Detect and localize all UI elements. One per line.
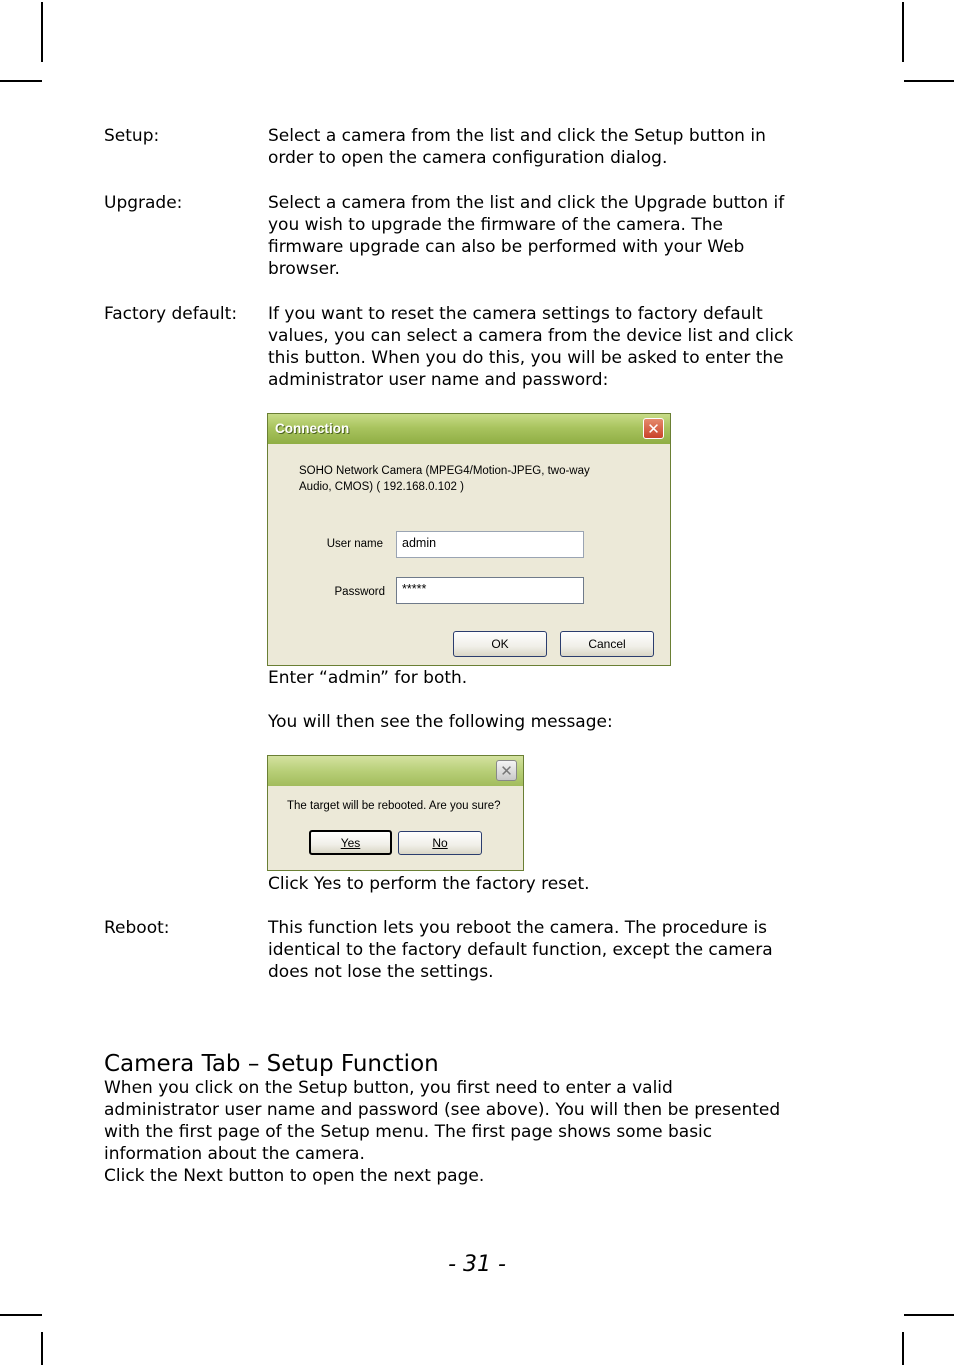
dialog-title: Connection: [275, 421, 350, 436]
camera-info-line: Audio, CMOS) ( 192.168.0.102 ): [299, 481, 464, 493]
factory-reset-hint: Click Yes to perform the factory reset.: [268, 874, 590, 894]
yes-button[interactable]: [309, 830, 392, 855]
term-upgrade: Upgrade:: [104, 193, 183, 213]
term-factory-default: Factory default:: [104, 304, 238, 324]
camera-info-text: [299, 463, 590, 495]
close-icon[interactable]: ✕: [496, 760, 517, 781]
desc-line: administrator user name and password:: [268, 370, 609, 390]
crop-mark: [902, 2, 904, 62]
cancel-button[interactable]: Cancel: [560, 631, 654, 657]
desc-reboot: [268, 917, 848, 983]
no-button[interactable]: [398, 831, 482, 855]
message-intro: You will then see the following message:: [268, 712, 613, 732]
term-reboot: Reboot:: [104, 918, 170, 938]
reboot-confirm-dialog: [267, 755, 524, 871]
desc-setup: [268, 125, 848, 169]
no-label: No: [432, 836, 448, 850]
ok-button[interactable]: OK: [453, 631, 547, 657]
desc-line: values, you can select a camera from the device list and click: [268, 326, 794, 346]
desc-line: order to open the camera configuration dialog.: [268, 148, 668, 168]
desc-line: browser.: [268, 259, 340, 279]
password-field[interactable]: *****: [396, 577, 584, 604]
yes-label: Yes: [340, 836, 361, 850]
desc-line: Select a camera from the list and click the Upgrade button if: [268, 193, 785, 213]
reboot-message: The target will be rebooted. Are you sure?: [287, 800, 501, 812]
section-line: administrator user name and password (see above). You will then be presented: [104, 1100, 781, 1120]
connection-dialog: [267, 413, 671, 666]
term-setup: Setup:: [104, 126, 160, 146]
crop-mark: [0, 80, 42, 82]
section-body: [104, 1077, 854, 1187]
crop-mark: [41, 1332, 43, 1365]
desc-line: you wish to upgrade the firmware of the camera. The: [268, 215, 723, 235]
section-line: When you click on the Setup button, you first need to enter a valid: [104, 1078, 673, 1098]
desc-line: firmware upgrade can also be performed with your Web: [268, 237, 745, 257]
page-number: - 31 -: [448, 1252, 506, 1277]
desc-line: Select a camera from the list and click the Setup button in: [268, 126, 766, 146]
dialog-body: [271, 786, 520, 867]
crop-mark: [41, 2, 43, 62]
close-icon[interactable]: ✕: [643, 418, 664, 439]
dialog-titlebar: [268, 414, 670, 444]
crop-mark: [904, 80, 954, 82]
section-line: with the first page of the Setup menu. The first page shows some basic: [104, 1122, 713, 1142]
section-line: Click the Next button to open the next page.: [104, 1166, 485, 1186]
username-label: User name: [326, 538, 383, 550]
desc-factory-default: [268, 303, 848, 391]
dialog-titlebar: [268, 756, 523, 786]
admin-hint: Enter “admin” for both.: [268, 668, 468, 688]
desc-line: identical to the factory default function, except the camera: [268, 940, 773, 960]
desc-upgrade: [268, 192, 848, 280]
password-label: Password: [334, 586, 385, 598]
crop-mark: [904, 1314, 954, 1316]
desc-line: does not lose the settings.: [268, 962, 494, 982]
desc-line: this button. When you do this, you will be asked to enter the: [268, 348, 784, 368]
dialog-body: [271, 444, 667, 662]
section-line: information about the camera.: [104, 1144, 365, 1164]
camera-info-line: SOHO Network Camera (MPEG4/Motion-JPEG, two-way: [299, 465, 590, 477]
crop-mark: [902, 1332, 904, 1365]
username-field[interactable]: admin: [396, 531, 584, 558]
crop-mark: [0, 1314, 42, 1316]
section-title: Camera Tab – Setup Function: [104, 1051, 439, 1077]
desc-line: If you want to reset the camera settings to factory default: [268, 304, 763, 324]
desc-line: This function lets you reboot the camera. The procedure is: [268, 918, 768, 938]
